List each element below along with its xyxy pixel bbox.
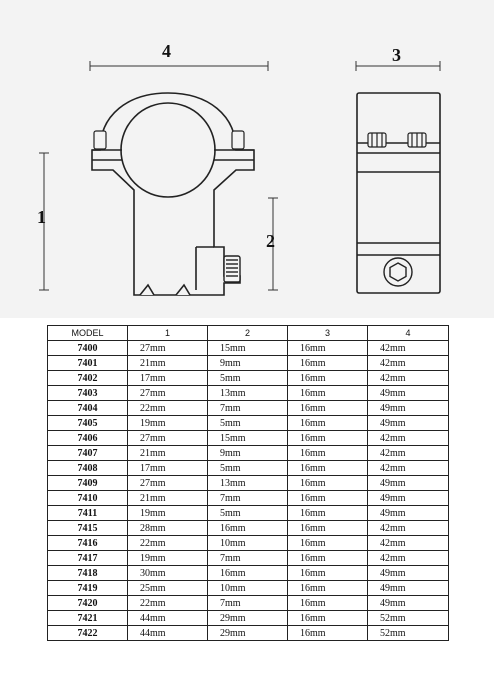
header-model: MODEL	[48, 326, 128, 341]
model-cell: 7418	[48, 566, 128, 581]
model-cell: 7408	[48, 461, 128, 476]
dimension-1-cell: 44mm	[128, 626, 208, 641]
model-cell: 7415	[48, 521, 128, 536]
dimension-4-cell: 49mm	[368, 566, 449, 581]
dimension-4-cell: 42mm	[368, 341, 449, 356]
dimension-3-cell: 16mm	[288, 536, 368, 551]
dimension-1-cell: 27mm	[128, 386, 208, 401]
dimension-4-cell: 49mm	[368, 401, 449, 416]
dimension-2-cell: 15mm	[208, 341, 288, 356]
dimension-2-cell: 10mm	[208, 536, 288, 551]
dimension-3-cell: 16mm	[288, 431, 368, 446]
dimension-4-cell: 49mm	[368, 506, 449, 521]
model-cell: 7405	[48, 416, 128, 431]
dimension-3-cell: 16mm	[288, 581, 368, 596]
dimension-3-cell: 16mm	[288, 491, 368, 506]
model-cell: 7403	[48, 386, 128, 401]
dimension-4-cell: 42mm	[368, 431, 449, 446]
dimension-2-cell: 9mm	[208, 446, 288, 461]
table-row	[48, 476, 449, 491]
model-cell: 7422	[48, 626, 128, 641]
dimension-1-cell: 21mm	[128, 446, 208, 461]
header-2: 2	[208, 326, 288, 341]
model-cell: 7411	[48, 506, 128, 521]
dimension-3-cell: 16mm	[288, 401, 368, 416]
dimension-4-cell: 42mm	[368, 521, 449, 536]
dimension-3-cell: 16mm	[288, 386, 368, 401]
model-cell: 7407	[48, 446, 128, 461]
model-cell: 7404	[48, 401, 128, 416]
dimension-1-cell: 22mm	[128, 596, 208, 611]
dimension-2-cell: 5mm	[208, 461, 288, 476]
dimension-3-cell: 16mm	[288, 611, 368, 626]
table-row	[48, 386, 449, 401]
model-cell: 7417	[48, 551, 128, 566]
dimension-1-cell: 19mm	[128, 416, 208, 431]
dimension-2-cell: 13mm	[208, 386, 288, 401]
dimension-1-cell: 30mm	[128, 566, 208, 581]
dimension-1-cell: 17mm	[128, 371, 208, 386]
model-cell: 7419	[48, 581, 128, 596]
dimension-1-cell: 22mm	[128, 401, 208, 416]
dimension-1-cell: 19mm	[128, 506, 208, 521]
dimension-1-cell: 21mm	[128, 491, 208, 506]
dimension-2-label: 2	[266, 231, 275, 251]
dimension-4-label: 4	[162, 41, 171, 61]
dimension-3-cell: 16mm	[288, 566, 368, 581]
dimension-4-line	[90, 61, 268, 71]
dimension-4-cell: 42mm	[368, 356, 449, 371]
header-1: 1	[128, 326, 208, 341]
table-row	[48, 581, 449, 596]
table-row	[48, 506, 449, 521]
model-cell: 7402	[48, 371, 128, 386]
dimension-4-cell: 42mm	[368, 371, 449, 386]
dimension-4-cell: 42mm	[368, 461, 449, 476]
dimension-4-cell: 49mm	[368, 491, 449, 506]
dimension-4-cell: 49mm	[368, 416, 449, 431]
table-row	[48, 626, 449, 641]
dimension-1-cell: 22mm	[128, 536, 208, 551]
dimension-2-cell: 7mm	[208, 401, 288, 416]
dimension-1-cell: 17mm	[128, 461, 208, 476]
spec-table	[47, 325, 449, 641]
table-row	[48, 491, 449, 506]
dimension-2-cell: 29mm	[208, 626, 288, 641]
dimension-1-cell: 28mm	[128, 521, 208, 536]
dimension-1-cell: 25mm	[128, 581, 208, 596]
diagram-area	[0, 0, 494, 318]
dimension-4-cell: 49mm	[368, 476, 449, 491]
dimension-3-cell: 16mm	[288, 476, 368, 491]
dimension-1-cell: 27mm	[128, 431, 208, 446]
dimension-3-cell: 16mm	[288, 461, 368, 476]
scope-mount-drawing	[0, 0, 494, 318]
header-3: 3	[288, 326, 368, 341]
model-cell: 7421	[48, 611, 128, 626]
dimension-3-label: 3	[392, 45, 401, 65]
dimension-4-cell: 52mm	[368, 626, 449, 641]
dimension-4-cell: 42mm	[368, 446, 449, 461]
dimension-3-cell: 16mm	[288, 356, 368, 371]
dimension-4-cell: 49mm	[368, 596, 449, 611]
table-row	[48, 416, 449, 431]
table-row	[48, 446, 449, 461]
dimension-1-cell: 44mm	[128, 611, 208, 626]
dimension-2-cell: 5mm	[208, 371, 288, 386]
dimension-1-cell: 19mm	[128, 551, 208, 566]
table-row	[48, 521, 449, 536]
dimension-2-cell: 7mm	[208, 596, 288, 611]
dimension-3-cell: 16mm	[288, 341, 368, 356]
table-row	[48, 356, 449, 371]
dimension-4-cell: 52mm	[368, 611, 449, 626]
table-row	[48, 596, 449, 611]
dimension-2-cell: 9mm	[208, 356, 288, 371]
model-cell: 7410	[48, 491, 128, 506]
dimension-4-cell: 49mm	[368, 386, 449, 401]
dimension-1-cell: 21mm	[128, 356, 208, 371]
model-cell: 7420	[48, 596, 128, 611]
dimension-4-cell: 42mm	[368, 536, 449, 551]
dimension-2-cell: 5mm	[208, 416, 288, 431]
model-cell: 7406	[48, 431, 128, 446]
table-row	[48, 611, 449, 626]
dimension-2-cell: 10mm	[208, 581, 288, 596]
dimension-2-cell: 5mm	[208, 506, 288, 521]
table-row	[48, 566, 449, 581]
model-cell: 7400	[48, 341, 128, 356]
table-row	[48, 551, 449, 566]
dimension-3-cell: 16mm	[288, 506, 368, 521]
dimension-3-cell: 16mm	[288, 551, 368, 566]
model-cell: 7409	[48, 476, 128, 491]
dimension-2-cell: 15mm	[208, 431, 288, 446]
table-row	[48, 401, 449, 416]
table-row	[48, 341, 449, 356]
dimension-3-cell: 16mm	[288, 371, 368, 386]
dimension-2-cell: 16mm	[208, 521, 288, 536]
dimension-2-cell: 29mm	[208, 611, 288, 626]
dimension-3-cell: 16mm	[288, 596, 368, 611]
dimension-3-cell: 16mm	[288, 416, 368, 431]
table-row	[48, 461, 449, 476]
dimension-1-cell: 27mm	[128, 341, 208, 356]
dimension-2-cell: 7mm	[208, 551, 288, 566]
dimension-2-cell: 16mm	[208, 566, 288, 581]
dimension-2-cell: 13mm	[208, 476, 288, 491]
dimension-1-label: 1	[37, 207, 46, 227]
dimension-4-cell: 42mm	[368, 551, 449, 566]
model-cell: 7416	[48, 536, 128, 551]
clamp-screw	[224, 256, 240, 282]
table-row	[48, 536, 449, 551]
table-row	[48, 371, 449, 386]
dimension-3-cell: 16mm	[288, 521, 368, 536]
dimension-4-cell: 49mm	[368, 581, 449, 596]
dimension-3-cell: 16mm	[288, 626, 368, 641]
table-row	[48, 431, 449, 446]
dimension-2-cell: 7mm	[208, 491, 288, 506]
dimension-1-cell: 27mm	[128, 476, 208, 491]
hex-bolt-icon	[384, 258, 412, 286]
table-header-row	[48, 326, 449, 341]
model-cell: 7401	[48, 356, 128, 371]
dimension-3-cell: 16mm	[288, 446, 368, 461]
header-4: 4	[368, 326, 449, 341]
